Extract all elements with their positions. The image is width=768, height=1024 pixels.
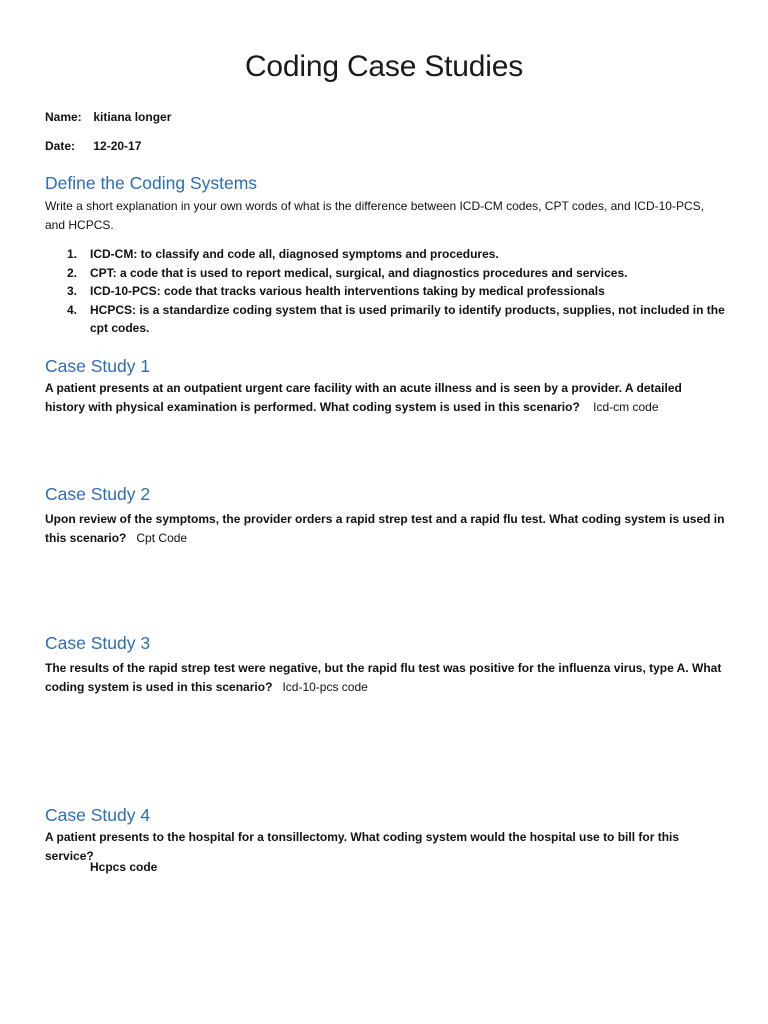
case-study-1-answer: Icd-cm code [593,400,659,414]
name-value: kitiana longer [93,110,172,124]
case-study-2-heading: Case Study 2 [45,484,151,504]
case-study-2-answer: Cpt Code [136,531,188,545]
case-study-2-question [45,510,725,548]
list-item [45,245,725,264]
case-study-3-question-text: The results of the rapid strep test were negative, but the rapid flu test was positive for the influenza virus, type A. What coding system is used in this scenario? [45,661,722,694]
date-label: Date: [45,139,76,153]
list-item [45,282,725,301]
list-text: ICD-CM: to classify and code all, diagnosed symptoms and procedures. [90,247,499,261]
case-study-1-question [45,379,725,417]
case-study-3-heading: Case Study 3 [45,633,151,653]
name-field [45,109,171,125]
date-value: 12-20-17 [93,139,142,153]
case-study-3-answer: Icd-10-pcs code [282,680,368,694]
list-item [45,301,725,338]
case-study-4-question: A patient presents to the hospital for a tonsillectomy. What coding system would the hospital use to bill for this service? [45,830,680,863]
list-text: HCPCS: is a standardize coding system that is used primarily to identify products, supplies, not included in the cpt codes. [90,302,725,335]
list-text: ICD-10-PCS: code that tracks various health interventions taking by medical professionals [90,284,605,298]
define-heading: Define the Coding Systems [45,173,258,193]
list-text: CPT: a code that is used to report medical, surgical, and diagnostics procedures and services. [90,265,628,280]
date-field [45,138,141,154]
case-study-2-question-text: Upon review of the symptoms, the provider orders a rapid strep test and a rapid flu test. What coding system is used in this scenario? [45,512,725,545]
coding-systems-list [45,245,725,338]
case-study-4-answer: Hcpcs code [90,860,158,874]
case-study-1-heading: Case Study 1 [45,356,151,376]
name-label: Name: [45,110,82,124]
case-study-4-heading: Case Study 4 [45,805,151,825]
list-item [45,264,725,283]
case-study-3-question [45,659,725,697]
define-prompt: Write a short explanation in your own words of what is the difference between ICD-CM codes, CPT codes, and ICD-10-PCS, and HCPCS. [45,199,704,232]
list-number: 4. [67,302,78,317]
list-number: 1. [67,247,78,261]
case-study-1-question-text: A patient presents at an outpatient urgent care facility with an acute illness and is seen by a provider. A detailed history with physical examination is performed. What coding system is used in this scenario? [45,381,682,414]
document-title: Coding Case Studies [244,50,524,83]
list-number: 2. [67,265,78,280]
list-number: 3. [67,284,78,298]
